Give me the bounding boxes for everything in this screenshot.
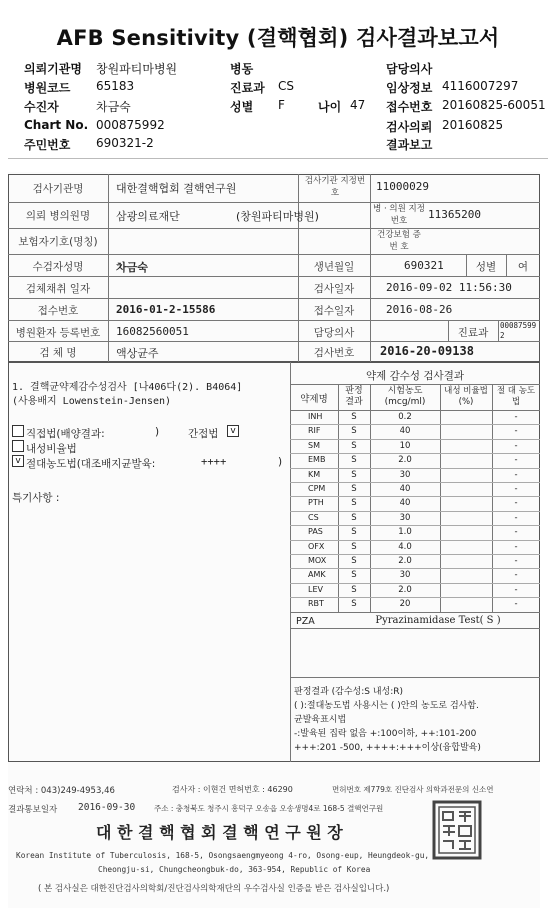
drug-absolute: - (514, 440, 518, 451)
drug-concentration: 20 (399, 599, 411, 610)
drug-concentration: 2.0 (398, 556, 412, 566)
method-line-2: (사용배지 Lowenstein-Jensen) (12, 396, 172, 407)
age-label: 나이 (318, 100, 342, 114)
drug-row-line (290, 525, 540, 526)
exam-date-value: 2016-09-02 11:56:30 (386, 281, 512, 294)
drug-result: S (351, 455, 357, 466)
footer-address: 주소 : 충청북도 청주시 흥덕구 오송읍 오송생명4로 168-5 결핵연구원 (154, 804, 384, 813)
institute-address-en-2: Cheongju-si, Chungcheongbuk-do, 363-954, Republic of Korea (98, 865, 371, 874)
request-hospital-code-value: 11365200 (428, 208, 481, 221)
drug-concentration: 40 (399, 426, 411, 437)
receipt-number-value: 2016-01-2-15586 (116, 303, 216, 316)
direct-method-close: ) (155, 426, 160, 438)
drug-absolute: - (514, 599, 518, 610)
drug-name: EMB (308, 455, 326, 465)
pza-top-line (290, 612, 540, 613)
header-conc: 시험농도 (mcg/ml) (384, 386, 426, 407)
drug-name: CPM (308, 484, 326, 493)
drug-row-line (290, 583, 540, 584)
drug-absolute: - (514, 584, 518, 595)
registration-no-label: 병원환자 등록번호 (15, 327, 101, 339)
ssn-label: 주민번호 (24, 138, 71, 152)
drug-concentration: 1.0 (398, 527, 412, 538)
drug-absolute: - (514, 455, 518, 466)
sex-label-report: 성별 (475, 261, 497, 273)
request-hospital-value: 삼광의료재단 (116, 210, 180, 223)
legend-line-4: -:발육된 집락 없음 +:100이하, ++:101-200 (294, 729, 477, 739)
drug-name: SM (308, 440, 320, 450)
exam-org-value: 대한결핵협회 결핵연구원 (116, 182, 237, 195)
absolute-conc-label: 절대농도법(대조배지균발육: (26, 458, 156, 470)
sex-value-report: 여 (517, 261, 529, 273)
result-table-title: 약제 감수성 검사결과 (366, 370, 464, 382)
drug-name: LEV (308, 584, 323, 594)
drug-concentration: 40 (399, 484, 411, 494)
receipt-date-label: 접수일자 (313, 305, 355, 317)
report-document (8, 172, 540, 908)
chart-no-label: Chart No. (24, 118, 89, 132)
drug-result: S (351, 426, 357, 437)
header-drug: 약제명 (300, 394, 328, 405)
exam-org-code-value: 11000029 (376, 180, 429, 193)
drug-concentration: 10 (399, 440, 411, 451)
clinical-info-value: 4116007297 (442, 79, 519, 93)
drug-concentration: 40 (399, 498, 411, 509)
row-line (8, 228, 540, 229)
drug-concentration: 4.0 (398, 541, 412, 552)
drug-concentration: 0.2 (398, 412, 412, 422)
patient-value: 차금숙 (96, 100, 131, 114)
drug-row-line (290, 568, 540, 569)
receipt-no-value: 20160825-60051 (442, 98, 546, 112)
chart-no-value: 000875992 (96, 118, 165, 132)
drug-row-line (290, 511, 540, 512)
direct-method-label: 직접법(배양결과: (26, 428, 105, 440)
direct-method-checkbox[interactable] (12, 425, 24, 437)
drug-name: OFX (308, 541, 325, 551)
age-value: 47 (350, 98, 366, 112)
indirect-method-checkbox[interactable]: v (227, 425, 239, 437)
drug-row-line (290, 496, 540, 497)
receipt-date-value: 2016-08-26 (386, 303, 453, 316)
drug-concentration: 2.0 (398, 455, 412, 466)
drug-name: KM (308, 469, 321, 479)
report-dept-value: 000875992 (500, 321, 537, 340)
drug-name: CS (308, 512, 319, 522)
patient-label: 수진자 (24, 100, 59, 114)
absolute-growth-value: ++++ (201, 456, 227, 468)
result-header-line (290, 410, 540, 411)
clinical-info-label: 임상정보 (386, 81, 433, 95)
pza-value: Pyrazinamidase Test( S ) (375, 615, 501, 626)
col-line (370, 174, 371, 362)
drug-result: S (351, 498, 357, 509)
hospital-value: 창원파티마병원 (96, 62, 178, 76)
drug-absolute: - (514, 484, 518, 494)
drug-absolute: - (514, 527, 518, 538)
drug-absolute: - (514, 469, 518, 480)
drug-result: S (351, 412, 357, 422)
drug-result: S (351, 541, 357, 552)
dept-value: CS (278, 79, 294, 93)
institute-name: 대 한 결 핵 협 회 결 핵 연 구 원 장 (96, 823, 343, 842)
row-line (8, 254, 540, 255)
insurance-no-label: 건강보험 증 번 호 (377, 230, 421, 252)
drug-row-line (290, 597, 540, 598)
patient-name-value: 차금숙 (116, 261, 148, 274)
drug-result: S (351, 556, 357, 566)
drug-result: S (351, 599, 357, 610)
legend-line-2: ( ):절대농도법 사용시는 ( )안의 농도로 검사함. (294, 701, 479, 711)
drug-name: PAS (308, 527, 323, 537)
report-dept-label: 진료과 (457, 327, 489, 339)
drug-result: S (351, 512, 357, 523)
official-seal-stamp (432, 800, 482, 860)
hospital-label: 의뢰기관명 (24, 62, 82, 76)
receipt-no-label: 접수번호 (386, 100, 433, 114)
exam-org-label: 검사기관명 (32, 183, 84, 195)
drug-absolute: - (514, 541, 518, 552)
drug-name: PTH (308, 498, 324, 508)
absolute-conc-close: ) (278, 456, 283, 468)
drug-result: S (351, 469, 357, 480)
row-line (8, 341, 540, 342)
drug-absolute: - (514, 512, 518, 523)
header-ratio: 내성 비율법(%) (444, 386, 488, 407)
resistance-ratio-label: 내성비율법 (26, 443, 77, 455)
request-hospital-code-label: 병 · 의원 지정번호 (373, 204, 425, 226)
result-report-label: 결과보고 (386, 138, 433, 152)
dept-label: 진료과 (230, 81, 265, 95)
row-line (8, 298, 540, 299)
footer-license: 면허번호 제779호 진단검사 의학과전문의 신소연 (332, 785, 494, 794)
drug-name: AMK (308, 570, 326, 580)
certification-footnote: ( 본 검사실은 대한진단검사의학회/진단검사의학재단의 우수검사실 인증을 받은 검사실입니다.) (38, 884, 390, 894)
method-line-1: 1. 결핵균약제감수성검사 [나406다(2). B4064] (12, 382, 243, 393)
patient-name-label: 수검자성명 (32, 261, 84, 273)
pza-bottom-line (290, 628, 540, 629)
drug-absolute: - (514, 412, 518, 422)
legend-top-line (290, 677, 540, 678)
footer-report-date-label: 결과통보일자 (8, 805, 58, 815)
drug-result: S (351, 584, 357, 595)
drug-absolute: - (514, 498, 518, 509)
col-line (498, 320, 499, 341)
request-label: 검사의뢰 (386, 120, 433, 134)
dob-label: 생년월일 (313, 261, 355, 273)
drug-absolute: - (514, 426, 518, 437)
drug-row-line (290, 468, 540, 469)
drug-name: RBT (308, 599, 324, 609)
drug-row-line (290, 554, 540, 555)
drug-concentration: 30 (399, 512, 411, 523)
exam-number-label: 검사번호 (313, 347, 355, 359)
ssn-value: 690321-2 (96, 136, 154, 150)
remarks-label: 특기사항 : (12, 492, 60, 504)
drug-absolute: - (514, 556, 518, 566)
drug-result: S (351, 440, 357, 451)
header-result: 판정 결과 (345, 386, 363, 407)
col-line (108, 174, 109, 362)
report-title: AFB Sensitivity (결핵협회) 검사결과보고서 (56, 26, 500, 50)
row-line (8, 202, 540, 203)
registration-no-value: 16082560051 (116, 325, 189, 338)
collection-date-label: 검체채취 일자 (25, 283, 91, 295)
drug-name: MOX (308, 556, 327, 565)
absolute-conc-checkbox[interactable]: v (12, 455, 24, 467)
drug-row-line (290, 453, 540, 454)
drug-row-line (290, 439, 540, 440)
doctor-label: 담당의사 (386, 62, 433, 76)
attending-doctor-label: 담당의사 (313, 327, 355, 339)
exam-number-value: 2016-20-09138 (380, 344, 474, 358)
drug-result: S (351, 484, 357, 494)
exam-org-code-label: 검사기관 지정번호 (304, 176, 366, 198)
dob-value: 690321 (404, 259, 444, 272)
resistance-ratio-checkbox[interactable] (12, 440, 24, 452)
drug-absolute: - (514, 570, 518, 581)
drug-row-line (290, 482, 540, 483)
hospital-code-value: 65183 (96, 79, 135, 93)
footer-contact: 연락처 : 043)249-4953,46 (8, 786, 115, 796)
drug-concentration: 30 (399, 570, 411, 581)
sex-value: F (278, 98, 285, 112)
legend-line-3: 균발육표시법 (294, 715, 347, 725)
drug-concentration: 2.0 (398, 584, 412, 595)
legend-line-1: 판정결과 (감수성:S 내성:R) (294, 687, 404, 697)
request-hospital-sub: (창원파티마병원) (236, 210, 319, 223)
hospital-code-label: 병원코드 (24, 81, 71, 95)
drug-row-line (290, 540, 540, 541)
receipt-number-label: 접수번호 (37, 305, 79, 317)
indirect-method-label: 간접법 (188, 428, 219, 440)
result-col-line (440, 384, 441, 612)
row-line (8, 320, 540, 321)
drug-result: S (351, 527, 357, 538)
header-absolute: 절 대 농도법 (496, 386, 536, 407)
drug-concentration: 30 (399, 469, 411, 480)
request-value: 20160825 (442, 118, 504, 132)
drug-row-line (290, 424, 540, 425)
sex-label: 성별 (230, 100, 254, 114)
result-title-line (290, 384, 540, 385)
header-divider (8, 158, 548, 159)
drug-name: RIF (308, 426, 321, 436)
legend-line-5: +++:201 -500, ++++:+++이상(융합발육) (294, 743, 481, 753)
insurer-label: 보험자기호(명칭) (18, 236, 98, 248)
ward-label: 병동 (230, 62, 254, 76)
specimen-value: 액상균주 (116, 347, 159, 360)
exam-date-label: 검사일자 (313, 283, 355, 295)
specimen-label: 검 체 명 (39, 347, 77, 359)
footer-report-date: 2016-09-30 (78, 802, 136, 813)
institute-address-en-1: Korean Institute of Tuberculosis, 168-5, Osongsaengmyeong 4-ro, Osong-eup, Heungdeok-gu, (16, 851, 430, 860)
drug-result: S (351, 570, 357, 581)
pza-label: PZA (296, 616, 315, 627)
footer-examiner: 검사자 : 이현건 면허번호 : 46290 (172, 785, 293, 794)
request-hospital-label: 의뢰 병의원명 (25, 210, 91, 222)
row-line (8, 276, 540, 277)
drug-name: INH (308, 412, 323, 421)
